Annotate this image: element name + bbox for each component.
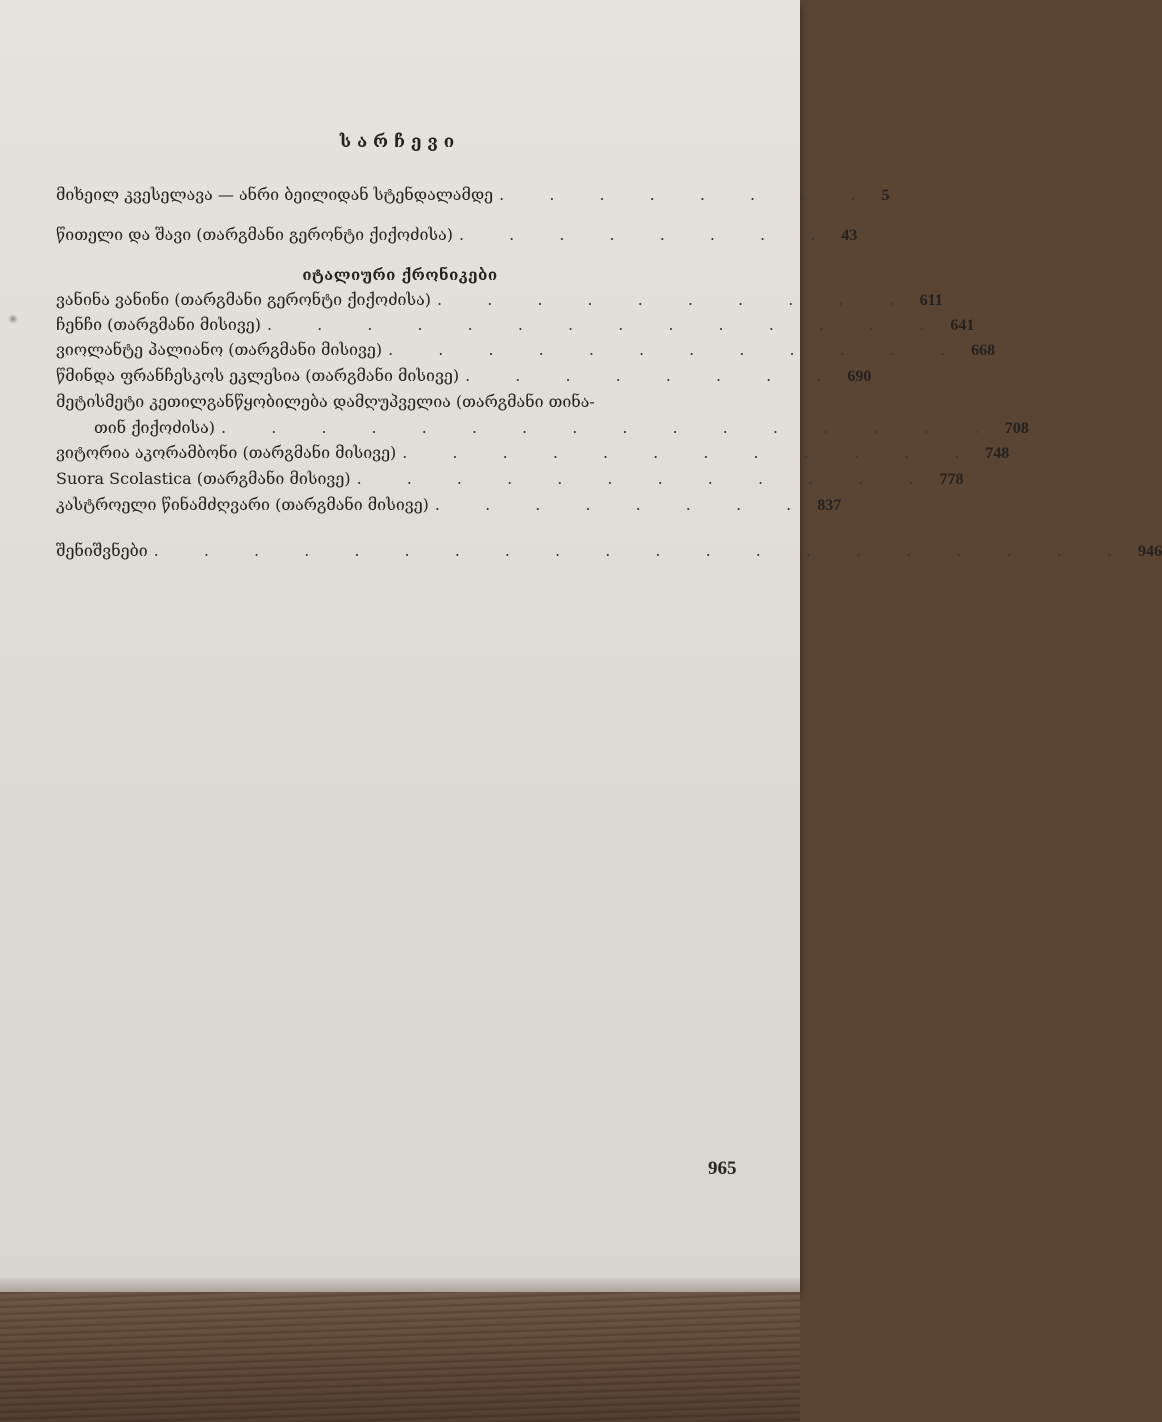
- leader-dots: . . . . . . . . . . . . . . . .: [221, 418, 999, 437]
- toc-entry: [56, 366, 872, 390]
- toc-entry-title: ჩენჩი (თარგმანი მისივე): [56, 315, 261, 334]
- toc-entry-title: წმინდა ფრანჩესკოს ეკლესია (თარგმანი მისივე): [56, 366, 460, 385]
- toc-entry-page: 641: [950, 317, 975, 334]
- toc-entry-title: ვიტორია აკორამბონი (თარგმანი მისივე): [56, 443, 397, 462]
- toc-entry-page: 778: [939, 471, 964, 488]
- toc-entry-title: ვანინა ვანინი (თარგმანი გერონტი ქიქოძისა): [56, 290, 432, 309]
- page-stack-edge: [0, 1278, 800, 1292]
- toc-entry-page: 690: [847, 368, 872, 385]
- wooden-table: [0, 1292, 800, 1422]
- toc-entry-page: 5: [881, 187, 890, 204]
- toc-entry-page: 708: [1004, 420, 1029, 437]
- toc-entry-page: 668: [971, 342, 996, 359]
- page-number: 965: [708, 1158, 737, 1179]
- toc-entry-title: კასტროელი წინამძღვარი (თარგმანი მისივე): [56, 495, 429, 514]
- toc-entry-page: 43: [841, 227, 858, 244]
- toc-entry-title: თინ ქიქოძისა): [94, 418, 216, 437]
- toc-entry-title: მეტისმეტი კეთილგანწყობილება დამღუპველია (თარგმანი თინა-: [56, 392, 595, 411]
- toc-entry: [56, 340, 996, 364]
- toc-entry-title: მიხეილ კვესელავა — ანრი ბეილიდან სტენდალამდე: [56, 185, 494, 204]
- section-heading: იტალიური ქრონიკები: [302, 266, 498, 284]
- contents-title: სარჩევი: [339, 132, 461, 152]
- toc-entry-title: ვიოლანტე პალიანო (თარგმანი მისივე): [56, 340, 383, 359]
- toc-entry-title: შენიშვნები: [56, 541, 148, 560]
- toc-entry: [56, 315, 975, 339]
- toc-entry-page: 946: [1138, 543, 1162, 560]
- toc-entry: [56, 495, 842, 519]
- toc-entry: [56, 541, 1162, 565]
- toc-entry-title: Suora Scolastica (თარგმანი მისივე): [56, 469, 351, 488]
- toc-entry: [94, 418, 1029, 442]
- leader-dots: . . . . . . . . . . . .: [388, 340, 966, 359]
- toc-entry: [56, 225, 858, 249]
- toc-entry: [56, 185, 890, 209]
- toc-entry-page: 748: [985, 445, 1010, 462]
- leader-dots: . . . . . . . . . . . . . . . . . . . .: [153, 541, 1133, 560]
- toc-entry: [56, 290, 943, 314]
- leader-dots: . . . . . . . . . . . .: [402, 443, 980, 462]
- toc-entry-page: 837: [817, 497, 842, 514]
- leader-dots: . . . . . . . .: [434, 495, 812, 514]
- leader-dots: . . . . . . . . . .: [437, 290, 914, 309]
- leader-dots: . . . . . . . .: [459, 225, 836, 244]
- leader-dots: . . . . . . . . . . . .: [356, 469, 934, 488]
- toc-entry: [56, 443, 1010, 467]
- page-smudge: [8, 314, 18, 324]
- toc-entry: [56, 469, 964, 493]
- leader-dots: . . . . . . . .: [499, 185, 876, 204]
- leader-dots: . . . . . . . .: [465, 366, 842, 385]
- toc-entry: [56, 392, 732, 416]
- toc-entry-page: 611: [919, 292, 943, 309]
- toc-entry-title: წითელი და შავი (თარგმანი გერონტი ქიქოძისა): [56, 225, 453, 244]
- leader-dots: . . . . . . . . . . . . . .: [266, 315, 945, 334]
